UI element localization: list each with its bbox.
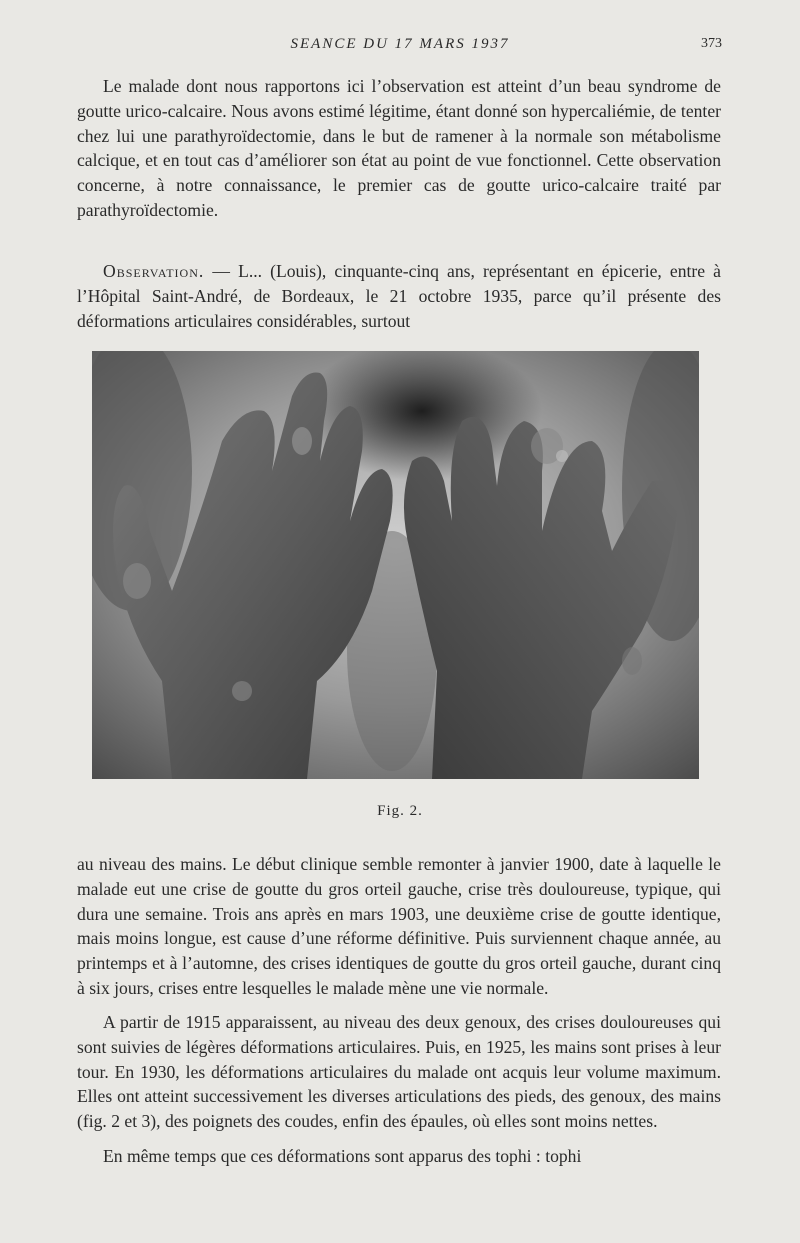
observation-label: Observation. (103, 261, 205, 281)
observation-paragraph (77, 259, 721, 333)
page-number: 373 (701, 36, 722, 51)
running-title: SEANCE DU 17 MARS 1937 (290, 36, 510, 52)
figure-caption: Fig. 2. (377, 803, 423, 819)
continuation-paragraph: au niveau des mains. Le début clinique semble remonter à janvier 1900, date à laquelle le malade eut une crise de goutte du gros orteil gauche, crise très douloureuse, typique, qui dura une semaine. Trois ans après en mars 1903, une deuxième crise de goutte identique, mais moins longue, est cause d’une réforme définitive. Puis surviennent chaque année, au printemps et à l’automne, des crises identiques de goutte du gros orteil gauche, durant cinq à six jours, crises entre lesquelles le malade mène une vie normale. (77, 854, 721, 998)
paragraph-1915: A partir de 1915 apparaissent, au niveau des deux genoux, des crises douloureuses qui sont suivies de légères déformations articulaires. Puis, en 1925, les mains sont prises à leur tour. En 1930, les déformations articulaires du malade ont acquis leur volume maximum. Elles ont atteint successivement les diverses articulations des pieds, des genoux, des mains (fig. 2 et 3), des poignets des coudes, enfin des épaules, où elles sont moins nettes. (77, 1012, 721, 1132)
final-paragraph: En même temps que ces déformations sont apparus des tophi : tophi (103, 1146, 582, 1166)
figure-hands-photograph (92, 351, 699, 779)
observation-text: — L... (Louis), cinquante-cinq ans, représentant en épicerie, entre à l’Hôpital Saint-André, de Bordeaux, le 21 octobre 1935, parce qu’il présente des déformations articulaires considérables, surtout (77, 261, 721, 331)
hands-photo-illustration (92, 351, 699, 779)
intro-paragraph: Le malade dont nous rapportons ici l’observation est atteint d’un beau syndrome de goutte urico-calcaire. Nous avons estimé légitime, étant donné son hypercaliémie, de tenter chez lui une parathyroïdectomie, dans le but de ramener à la normale son métabolisme calcique, et en tout cas d’améliorer son état au point de vue fonctionnel. Cette observation concerne, à notre connaissance, le premier cas de goutte urico-calcaire traité par parathyroïdectomie. (77, 76, 721, 220)
running-head (0, 36, 800, 56)
